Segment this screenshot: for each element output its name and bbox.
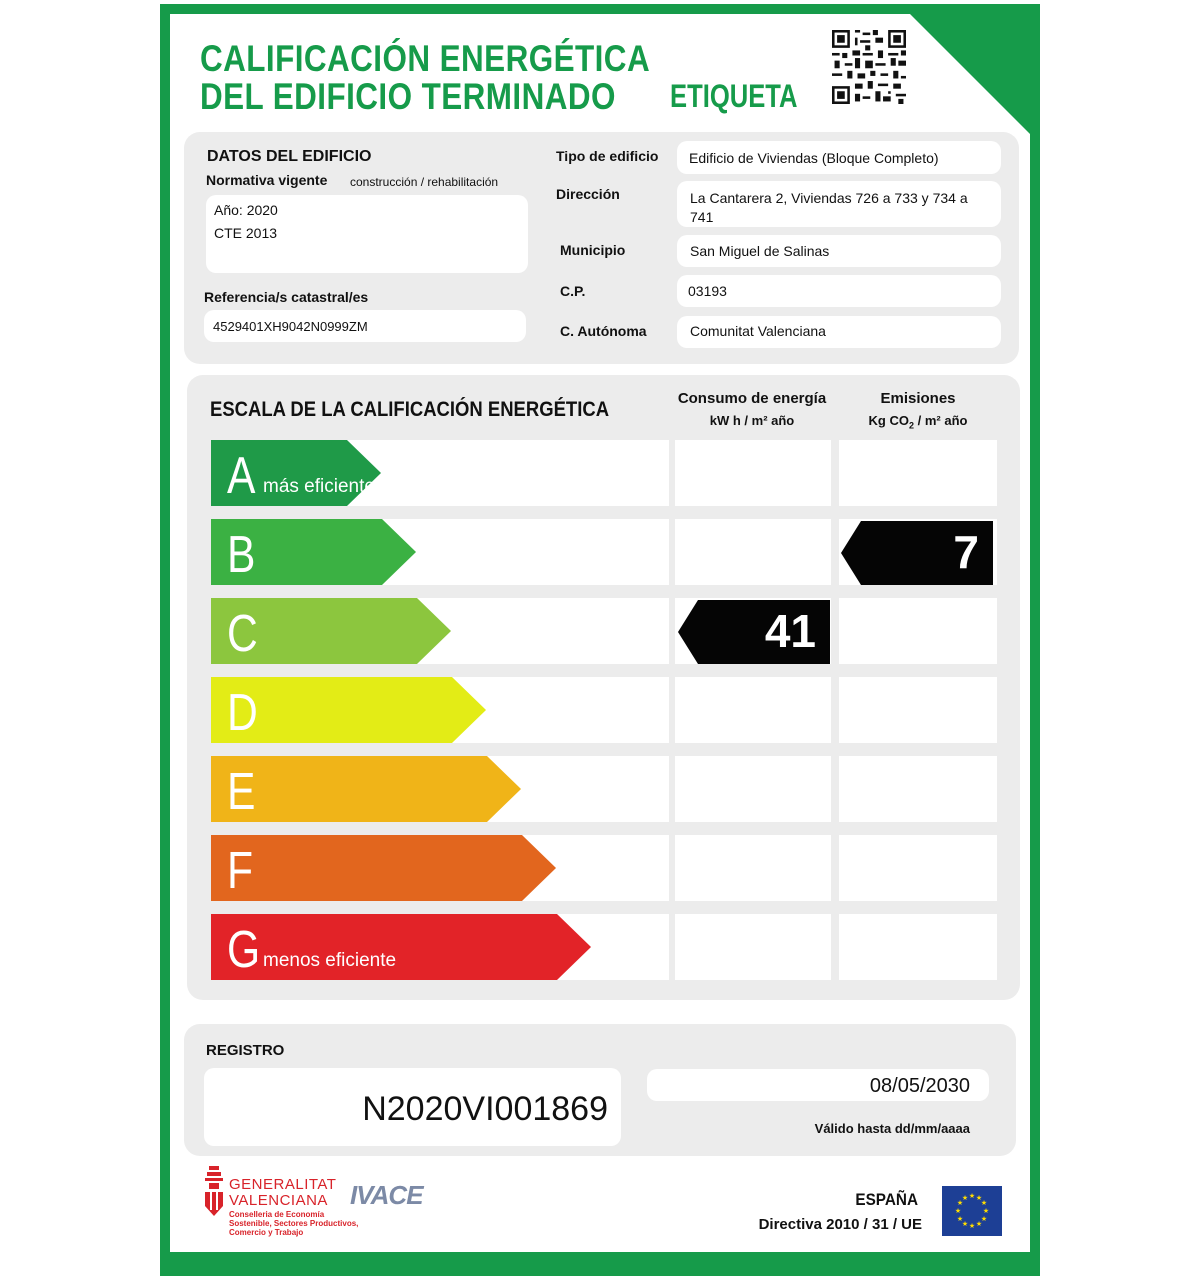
- svg-text:★: ★: [975, 1220, 983, 1228]
- emisiones-cell-d: [839, 677, 997, 743]
- tipo-label: Tipo de edificio: [556, 148, 659, 164]
- svg-text:★: ★: [954, 1207, 962, 1215]
- gv-line2: VALENCIANA: [229, 1192, 328, 1209]
- emisiones-cell-g: [839, 914, 997, 980]
- normativa-sub: construcción / rehabilitación: [350, 175, 499, 189]
- municipio-value: San Miguel de Salinas: [690, 243, 830, 259]
- consumo-indicator-value: 41: [764, 605, 816, 657]
- consumo-cell-a: [675, 440, 831, 506]
- valid-date: 08/05/2030: [869, 1075, 970, 1097]
- svg-text:★: ★: [961, 1194, 969, 1202]
- cp-label: C.P.: [560, 283, 586, 299]
- emisiones-cell-c: [839, 598, 997, 664]
- svg-text:★: ★: [968, 1192, 976, 1200]
- emisiones-unit-sub: 2: [908, 420, 914, 431]
- rating-letter-f: F: [227, 842, 254, 900]
- normativa-code: CTE 2013: [214, 225, 278, 241]
- title-line1: CALIFICACIÓN ENERGÉTICA: [200, 38, 651, 79]
- rating-letter-g: G: [227, 921, 261, 979]
- corner-fold: [910, 14, 1030, 134]
- direccion-value: La Cantarera 2, Viviendas 726 a 733 y 734 a 741: [690, 190, 968, 225]
- cp-value: 03193: [688, 283, 727, 299]
- consumo-cell-b: [675, 519, 831, 585]
- valid-label: Válido hasta dd/mm/aaaa: [814, 1121, 970, 1136]
- emisiones-cell-f: [839, 835, 997, 901]
- emisiones-unit: [838, 413, 998, 431]
- svg-text:★: ★: [975, 1194, 983, 1202]
- direccion-label: Dirección: [556, 186, 620, 202]
- catastral-value: 4529401XH9042N0999ZM: [213, 319, 368, 334]
- normativa-year: Año: 2020: [214, 202, 278, 218]
- qr-code-icon: [832, 30, 906, 104]
- autonoma-label: C. Autónoma: [560, 323, 647, 339]
- ivace-logo: IVACE: [350, 1180, 423, 1210]
- rating-text-g: menos eficiente: [263, 950, 397, 971]
- title-tag: ETIQUETA: [670, 78, 798, 114]
- gv-sub3: Comercio y Trabajo: [229, 1228, 304, 1237]
- eu-flag-icon: [942, 1186, 1002, 1236]
- title-line2: DEL EDIFICIO TERMINADO: [200, 76, 616, 117]
- consumo-unit: kW h / m² año: [709, 413, 795, 428]
- consumo-cell-f: [675, 835, 831, 901]
- building-section-title: DATOS DEL EDIFICIO: [207, 148, 372, 165]
- rating-letter-b: B: [227, 526, 256, 584]
- gv-sub2: Sostenible, Sectores Productivos,: [229, 1219, 359, 1228]
- gv-sub1: Conselleria de Economía: [229, 1210, 325, 1219]
- directive: Directiva 2010 / 31 / UE: [758, 1216, 922, 1233]
- consumo-cell-e: [675, 756, 831, 822]
- scale-title: ESCALA DE LA CALIFICACIÓN ENERGÉTICA: [210, 398, 610, 421]
- emisiones-cell-e: [839, 756, 997, 822]
- svg-text:★: ★: [956, 1199, 964, 1207]
- svg-text:★: ★: [980, 1199, 988, 1207]
- svg-text:★: ★: [968, 1222, 976, 1230]
- gv-line1: GENERALITAT: [229, 1176, 337, 1193]
- svg-text:★: ★: [961, 1220, 969, 1228]
- municipio-label: Municipio: [560, 242, 626, 258]
- emisiones-indicator-value: 7: [953, 526, 979, 578]
- consumo-cell-g: [675, 914, 831, 980]
- country: ESPAÑA: [855, 1190, 918, 1209]
- consumo-cell-d: [675, 677, 831, 743]
- svg-text:★: ★: [980, 1215, 988, 1223]
- autonoma-value: Comunitat Valenciana: [690, 323, 826, 339]
- emisiones-unit-pre: Kg CO: [868, 413, 909, 428]
- emisiones-title: Emisiones: [880, 390, 956, 407]
- normativa-label: Normativa vigente: [206, 172, 328, 188]
- rating-letter-c: C: [227, 605, 258, 663]
- rating-arrow-f: [211, 835, 556, 901]
- svg-text:★: ★: [956, 1215, 964, 1223]
- tipo-value: Edificio de Viviendas (Bloque Completo): [689, 150, 939, 166]
- emisiones-unit-post: / m² año: [914, 413, 968, 428]
- registro-number: N2020VI001869: [362, 1090, 608, 1128]
- registro-label: REGISTRO: [206, 1042, 285, 1059]
- consumo-title: Consumo de energía: [677, 390, 827, 407]
- emisiones-cell-a: [839, 440, 997, 506]
- rating-letter-a: A: [227, 447, 256, 505]
- rating-letter-d: D: [227, 684, 258, 742]
- rating-text-a: más eficiente: [263, 476, 375, 497]
- rating-letter-e: E: [227, 763, 256, 821]
- rating-arrow-e: [211, 756, 521, 822]
- generalitat-logo-icon: [203, 1166, 225, 1218]
- svg-text:★: ★: [982, 1207, 990, 1215]
- catastral-label: Referencia/s catastral/es: [204, 289, 369, 305]
